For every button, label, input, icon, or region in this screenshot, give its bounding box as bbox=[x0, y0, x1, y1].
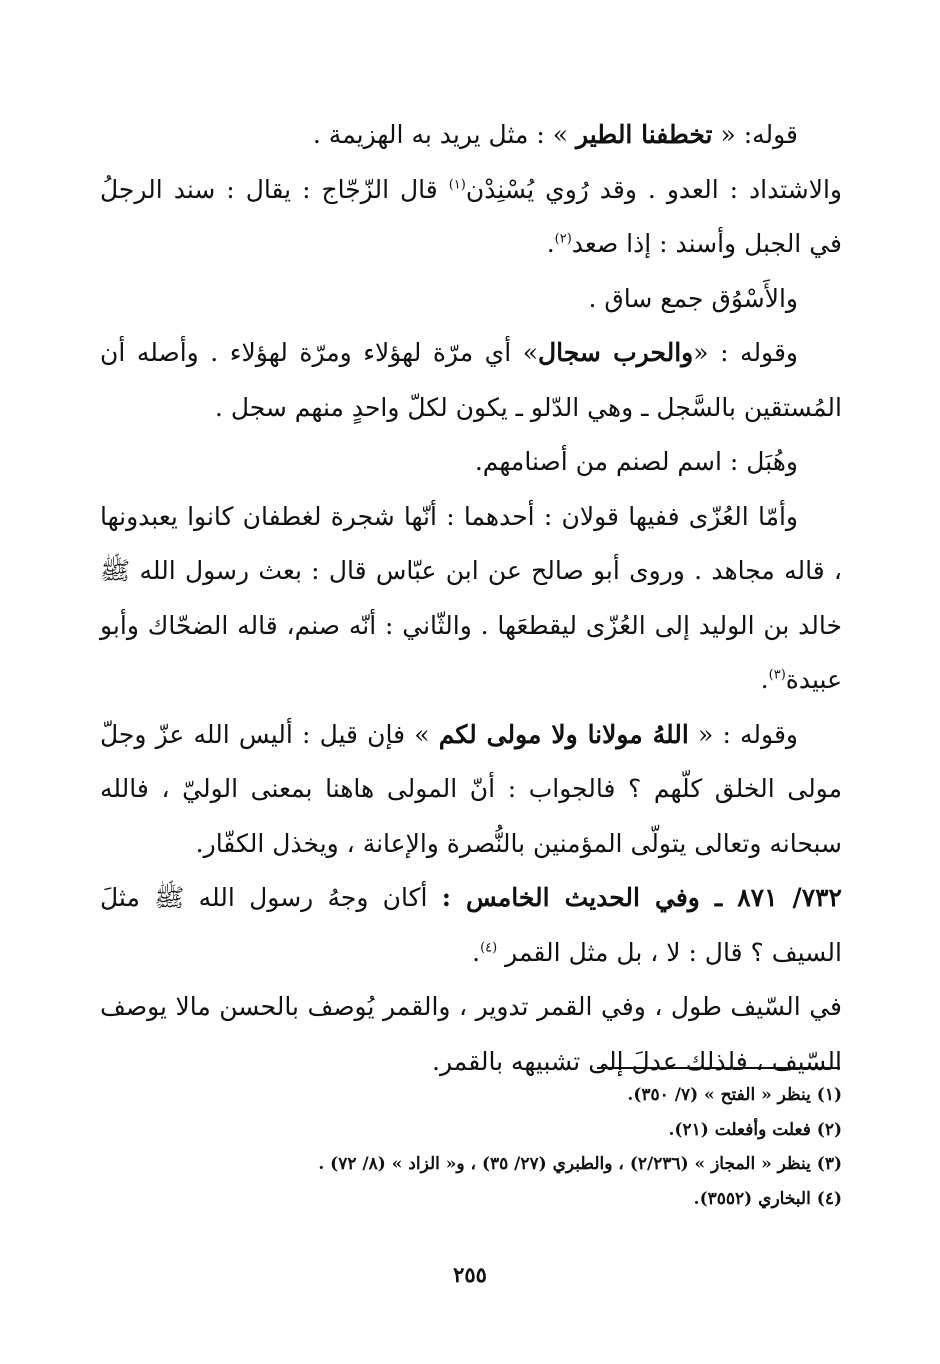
bold-text: ٧٣٢/ ٨٧١ ـ وفي الحديث الخامس : bbox=[441, 883, 842, 912]
footnote: (٤) البخاري (٣٥٥٢). bbox=[693, 1188, 842, 1209]
text-run: وأمّا العُزّى ففيها قولان : أحدهما : أنّها شجرة لغطفان كانوا يعبدونها ، قاله مجاهد . وروى أبو صالح عن ابن عبّاس قال : بعث رسول الله ﷺ خالد بن الوليد إلى العُزّى ليقطعَها . والثّاني : أنّه صنم، قاله الضحّاك وأبو عبيدة bbox=[100, 501, 842, 694]
text-run: وهُبَل : اسم لصنم من أصنامهم. bbox=[474, 447, 798, 476]
footnote-reference: (٢) bbox=[554, 231, 572, 247]
text-run: » : مثل يريد به الهزيمة . bbox=[312, 120, 576, 149]
page-number: ٢٥٥ bbox=[453, 1262, 487, 1287]
footnote: (٢) فعلت وأفعلت (٢١). bbox=[668, 1119, 842, 1140]
footnote-reference: (٣) bbox=[768, 667, 786, 683]
text-run: أكان وجهُ رسول الله ﷺ مثلَ السيف ؟ قال : لا ، بل مثل القمر bbox=[100, 883, 842, 967]
text-run: . bbox=[546, 229, 555, 258]
footnote: (١) ينظر « الفتح » (٧/ ٣٥٠). bbox=[627, 1085, 842, 1105]
text-run: . bbox=[760, 665, 769, 694]
paragraph bbox=[100, 272, 842, 327]
paragraph bbox=[100, 708, 842, 872]
footnotes bbox=[100, 1078, 842, 1216]
paragraph bbox=[100, 435, 842, 490]
paragraph bbox=[100, 871, 842, 980]
footnote-separator bbox=[597, 1067, 840, 1069]
bold-text: اللهُ مولانا ولا مولى لكم bbox=[438, 719, 689, 749]
text-run: . bbox=[472, 937, 481, 967]
text-run: » أي مرّة لهؤلاء ومرّة لهؤلاء . وأصله أن المُستقين بالسَّجل ـ وهي الدّلو ـ يكون لكلّ واحدٍ منهم سجل . bbox=[100, 338, 842, 422]
main-text bbox=[100, 108, 842, 1089]
text-run: وقوله : « bbox=[693, 338, 798, 367]
text-run: قال الزّجّاج : يقال : سند الرجلُ في الجبل وأسند : إذا صعد bbox=[100, 174, 842, 258]
paragraph bbox=[100, 163, 842, 272]
text-run: » فإن قيل : أليس الله عزّ وجلّ مولى الخلق كلّهم ؟ فالجواب : أنّ المولى هاهنا بمعنى الوليّ ، فالله سبحانه وتعالى يتولّى المؤمنين بالنُّصرة والإعانة ، ويخذل الكفّار. bbox=[100, 719, 842, 858]
paragraph bbox=[100, 108, 842, 163]
text-run: قوله: « bbox=[712, 120, 798, 149]
footnote-reference: (٤) bbox=[480, 940, 498, 956]
text-run: والاشتداد : العدو . وقد رُوي يُسْنِدْن bbox=[465, 174, 843, 204]
text-run: في السّيف طول ، وفي القمر تدوير ، والقمر يُوصف بالحسن مالا يوصف السّيف ، فلذلك عدلَ إلى تشبيهه بالقمر. bbox=[100, 992, 842, 1076]
paragraph bbox=[100, 490, 842, 708]
footnote: (٣) ينظر « المجاز » (٢/٢٣٦) ، والطبري (٢٧/ ٣٥) ، و« الزاد » (٨/ ٧٢) . bbox=[318, 1154, 842, 1174]
footnote-reference: (١) bbox=[448, 177, 466, 193]
text-run: والأَسْوُق جمع ساق . bbox=[588, 283, 798, 313]
text-run: وقوله : « bbox=[688, 719, 798, 749]
paragraph bbox=[100, 980, 842, 1089]
bold-text: والحرب سجال bbox=[538, 338, 694, 367]
paragraph bbox=[100, 326, 842, 435]
bold-text: تخطفنا الطير bbox=[575, 120, 713, 149]
